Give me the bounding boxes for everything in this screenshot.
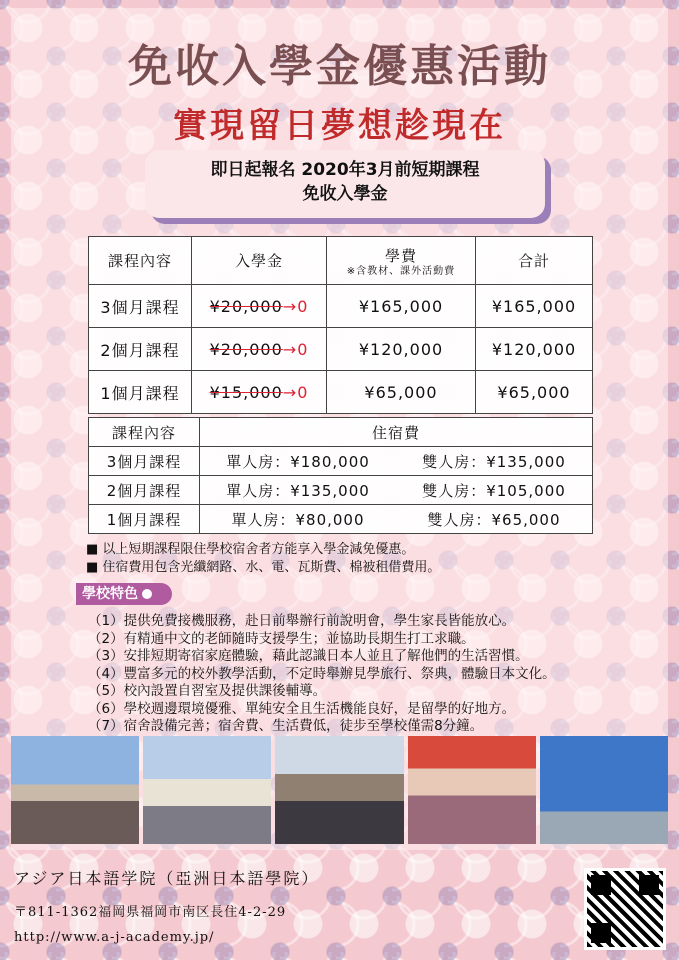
list-item: （6）學校週邊環境優雅、單純安全且生活機能良好，是留學的好地方。 [88, 700, 516, 717]
list-item: （5）校內設置自習室及提供課後輔導。 [88, 683, 327, 699]
total-cell: ¥65,000 [476, 371, 593, 414]
table-row [89, 328, 593, 371]
total-cell: ¥120,000 [476, 328, 593, 371]
double-room-cell: 雙人房：¥135,000 [396, 447, 593, 476]
col-course: 課程內容 [89, 418, 200, 447]
notice-line-1: 即日起報名 2020年3月前短期課程 [210, 160, 480, 180]
tuition-cell: ¥120,000 [327, 328, 476, 371]
col-admission: 入學金 [192, 237, 327, 285]
features-label-text: 學校特色 [82, 586, 138, 602]
photo-group-students [275, 736, 403, 844]
table-row [89, 371, 593, 414]
table-row [89, 285, 593, 328]
table-row [89, 505, 593, 534]
photo-group-street [143, 736, 271, 844]
housing-header-row [89, 418, 593, 447]
single-room-cell: 單人房：¥135,000 [200, 476, 397, 505]
photo-group-kimono [408, 736, 536, 844]
table-row [89, 447, 593, 476]
features-label [76, 583, 172, 605]
list-item: （1）提供免費接機服務，赴日前舉辦行前說明會，學生家長皆能放心。 [88, 613, 516, 629]
qr-code-icon[interactable] [584, 868, 666, 950]
notice-line-2: 免收入學金 [302, 184, 388, 204]
admission-cell [192, 371, 327, 414]
note-item: ■ 住宿費用包含光纖網路、水、電、瓦斯費、棉被租借費用。 [86, 560, 441, 575]
single-room-cell: 單人房：¥80,000 [200, 505, 397, 534]
notes [86, 541, 440, 577]
col-total: 合計 [476, 237, 593, 285]
course-cell: 3個月課程 [89, 285, 192, 328]
course-cell: 2個月課程 [89, 328, 192, 371]
note-item: ■ 以上短期課程限住學校宿舍者方能享入學金減免優惠。 [86, 542, 415, 557]
double-room-cell: 雙人房：¥65,000 [396, 505, 593, 534]
course-cell: 3個月課程 [89, 447, 200, 476]
dot-icon [142, 589, 152, 599]
admission-new-price: →0 [282, 339, 309, 359]
photo-group-castle [11, 736, 139, 844]
list-item: （7）宿舍設備完善；宿舍費、生活費低，徒步至學校僅需8分鐘。 [88, 718, 484, 734]
list-item: （2）有精通中文的老師隨時支援學生；並協助長期生打工求職。 [88, 630, 475, 647]
promo-notice-box [145, 150, 545, 218]
double-room-cell: 雙人房：¥105,000 [396, 476, 593, 505]
tuition-cell: ¥165,000 [327, 285, 476, 328]
course-cell: 1個月課程 [89, 371, 192, 414]
admission-new-price: →0 [282, 382, 309, 402]
admission-cell [192, 285, 327, 328]
tuition-cell: ¥65,000 [327, 371, 476, 414]
footer [14, 866, 319, 945]
school-address: 〒811-1362福岡県福岡市南区長住4-2-29 [14, 905, 287, 920]
list-item: （3）安排短期寄宿家庭體驗，藉此認識日本人並且了解他們的生活習慣。 [88, 648, 529, 664]
total-cell: ¥165,000 [476, 285, 593, 328]
admission-new-price: →0 [282, 296, 309, 316]
page-title: 免收入學金優惠活動 [128, 41, 551, 92]
single-room-cell: 單人房：¥180,000 [200, 447, 397, 476]
col-tuition-label: 學費 [384, 246, 417, 265]
tuition-header-row [89, 237, 593, 285]
admission-old-price: ¥20,000 [209, 296, 283, 316]
housing-table [88, 417, 593, 534]
list-item: （4）豐富多元的校外教學活動，不定時舉辦見學旅行、祭典，體驗日本文化。 [88, 665, 556, 682]
admission-old-price: ¥20,000 [209, 339, 283, 359]
page-subtitle: 實現留日夢想趁現在 [173, 106, 506, 146]
col-tuition-note: ※含教材、課外活動費 [346, 265, 456, 277]
photo-strip [11, 736, 668, 844]
table-row [89, 476, 593, 505]
school-url[interactable]: http://www.a-j-academy.jp/ [14, 930, 215, 945]
photo-tower [540, 736, 668, 844]
col-tuition [327, 237, 476, 285]
tuition-table [88, 236, 593, 414]
admission-old-price: ¥15,000 [209, 382, 283, 402]
course-cell: 2個月課程 [89, 476, 200, 505]
col-housing: 住宿費 [200, 418, 593, 447]
course-cell: 1個月課程 [89, 505, 200, 534]
features-list [88, 613, 556, 736]
admission-cell [192, 328, 327, 371]
col-course: 課程內容 [89, 237, 192, 285]
school-name: アジア日本語学院（亞洲日本語學院） [14, 869, 320, 888]
